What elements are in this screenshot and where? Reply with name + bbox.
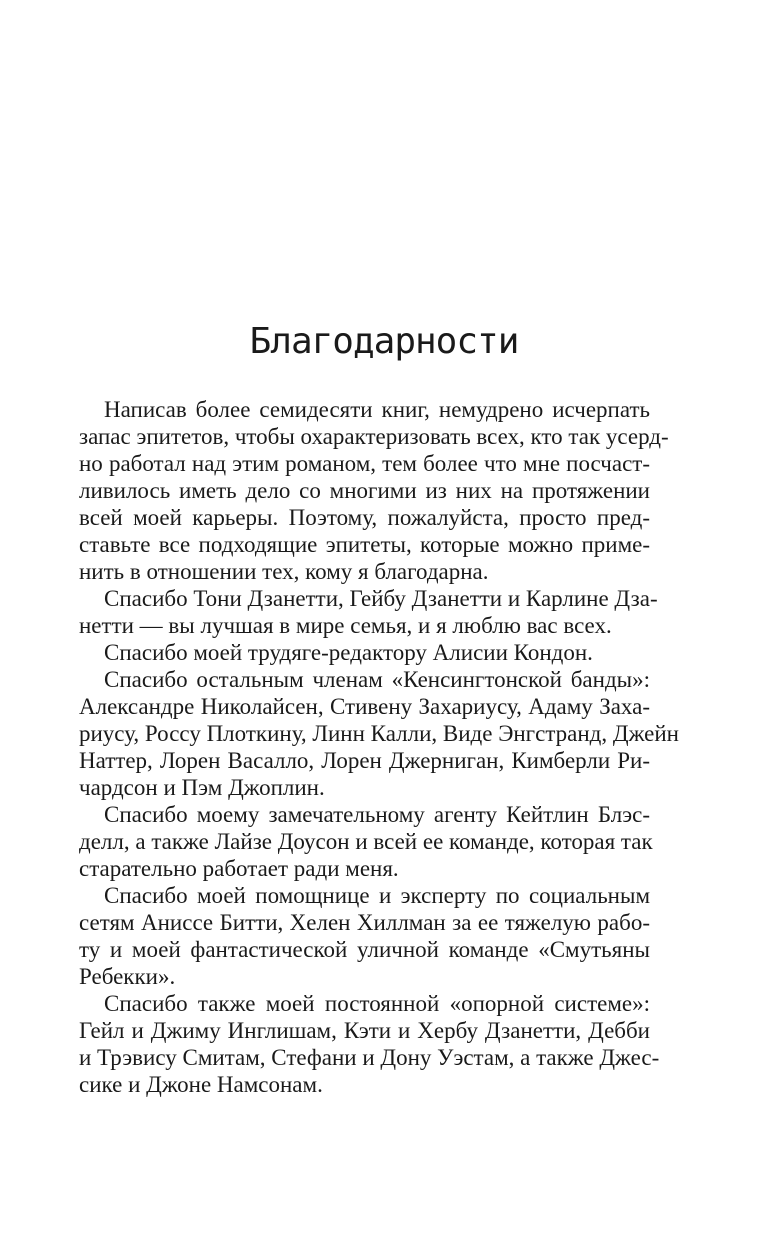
text-line: но работал над этим романом, тем более что мне посчаст- (79, 451, 650, 476)
text-line: Наттер, Лорен Васалло, Лорен Джерниган, Кимберли Ри- (79, 748, 650, 773)
text-line: Написав более семидесяти книг, немудрено исчерпать (104, 397, 650, 422)
text-line: сетям Аниссе Битти, Хелен Хиллман за ее тяжелую рабо- (79, 910, 650, 935)
text-line: чардсон и Пэм Джоплин. (79, 775, 325, 800)
text-line: Ребекки». (79, 964, 176, 989)
text-line: делл, а также Лайзе Доусон и всей ее команде, которая так (79, 829, 653, 854)
text-line: и Трэвису Смитам, Стефани и Дону Уэстам, а также Джес- (79, 1045, 660, 1070)
text-line: Александре Николайсен, Стивену Захариусу, Адаму Заха- (79, 694, 650, 719)
text-line: Спасибо остальным членам «Кенсингтонской банды»: (104, 667, 650, 692)
text-line: всей моей карьеры. Поэтому, пожалуйста, просто пред- (79, 505, 650, 530)
text-line: нить в отношении тех, кому я благодарна. (79, 559, 489, 584)
text-line: ту и моей фантастической уличной команде «Смутьяны (79, 937, 650, 962)
text-line: Гейл и Джиму Инглишам, Кэти и Хербу Дзанетти, Дебби (79, 1018, 650, 1043)
text-line: ставьте все подходящие эпитеты, которые можно приме- (79, 532, 650, 557)
chapter-title: Благодарности (249, 321, 519, 362)
text-line: нетти — вы лучшая в мире семья, и я люблю вас всех. (79, 613, 612, 638)
text-line: Спасибо моему замечательному агенту Кейтлин Блэс- (104, 802, 650, 827)
text-line: запас эпитетов, чтобы охарактеризовать всех, кто так усерд- (79, 424, 669, 449)
text-line: ливилось иметь дело со многими из них на протяжении (79, 478, 650, 503)
text-line: Спасибо также моей постоянной «опорной системе»: (104, 991, 650, 1016)
text-line: Спасибо моей трудяге-редактору Алисии Кондон. (104, 640, 593, 665)
text-line: Спасибо моей помощнице и эксперту по социальным (104, 883, 650, 908)
text-line: Спасибо Тони Дзанетти, Гейбу Дзанетти и Карлине Дза- (104, 586, 658, 611)
text-line: старательно работает ради меня. (79, 856, 399, 881)
text-line: риусу, Россу Плоткину, Линн Калли, Виде Энгстранд, Джейн (79, 721, 679, 746)
text-line: сике и Джоне Намсонам. (79, 1072, 323, 1097)
